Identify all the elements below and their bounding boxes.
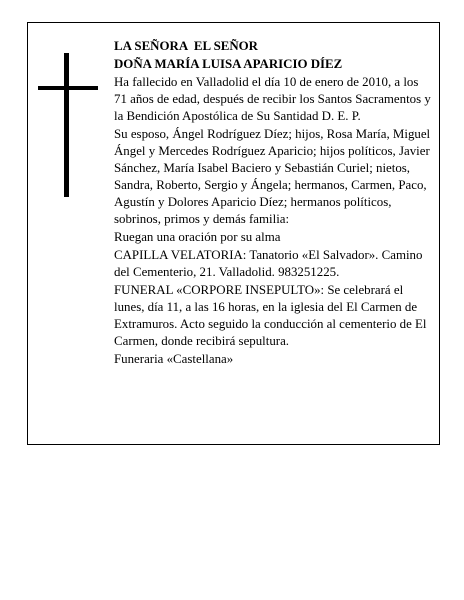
death-announcement-paragraph: Ha fallecido en Valladolid el día 10 de enero de 2010, a los 71 años de edad, después de recibir los Santos Sacramentos y la Bendición Apostólica de Su Santidad D. E. P. (114, 75, 431, 123)
cross-horizontal-bar (38, 86, 98, 90)
obituary-text (114, 38, 432, 369)
cross-vertical-bar (64, 53, 69, 197)
heading-line-1: LA SEÑORA EL SEÑOR (114, 39, 258, 53)
chapel-paragraph: CAPILLA VELATORIA: Tanatorio «El Salvador». Camino del Cementerio, 21. Valladolid. 983251225. (114, 248, 423, 279)
prayer-request-paragraph: Ruegan una oración por su alma (114, 230, 281, 244)
family-paragraph: Su esposo, Ángel Rodríguez Díez; hijos, Rosa María, Miguel Ángel y Mercedes Rodríguez Aparicio; hijos políticos, Javier Sánchez, María Isabel Baciero y Sebastián Curiel; nietos, Sandra, Roberto, Sergio y Ángela; hermanos, Carmen, Paco, Agustín y Dolores Aparicio Díez; hermanos políticos, sobrinos, primos y demás familia: (114, 127, 431, 226)
funeral-home-paragraph: Funeraria «Castellana» (114, 352, 234, 366)
deceased-name: DOÑA MARÍA LUISA APARICIO DÍEZ (114, 57, 343, 71)
funeral-paragraph: FUNERAL «CORPORE INSEPULTO»: Se celebrará el lunes, día 11, a las 16 horas, en la iglesia del El Carmen de Extramuros. Acto seguido la conducción al cementerio de El Carmen, donde recibirá sepultura. (114, 283, 427, 348)
cross-icon (38, 53, 98, 197)
